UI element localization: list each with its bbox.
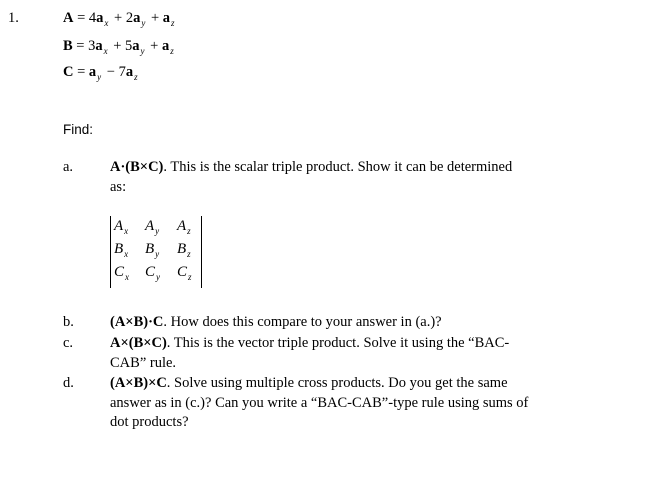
det-cell-3-1: $C_x$	[114, 264, 130, 282]
subscript: x	[104, 18, 109, 28]
vector-c-definition	[63, 62, 140, 83]
unit-vector: a	[132, 38, 140, 54]
part-c-expression: A×(B×C)	[110, 335, 167, 351]
subscript: y	[141, 18, 146, 28]
operator-term: +	[146, 38, 162, 54]
part-b-expression: (A×B)·C	[110, 314, 164, 330]
vector-c-symbol: C	[63, 64, 74, 80]
subscript: z	[170, 46, 174, 56]
det-cell-2-2: $B_y$	[145, 241, 160, 259]
equals-term: = 3	[72, 38, 96, 54]
part-d-label: d.	[63, 375, 74, 391]
part-a-expression: A·(B×C)	[110, 159, 164, 175]
unit-vector: a	[125, 64, 134, 80]
vector-b-symbol: B	[63, 38, 73, 54]
find-label: Find:	[63, 122, 94, 137]
part-d-expression: (A×B)×C	[110, 375, 167, 391]
equals-term: =	[73, 64, 89, 80]
det-cell-3-3: $C_z$	[177, 264, 192, 282]
part-d-line-1	[110, 373, 508, 393]
subscript: y	[97, 72, 102, 82]
unit-vector: a	[133, 10, 141, 26]
subscript: z	[134, 72, 138, 82]
part-d-line-2: answer as in (c.)? Can you write a “BAC-CAB”-type rule using sums of	[110, 395, 529, 411]
operator-term: + 5	[109, 38, 133, 54]
unit-vector: a	[95, 38, 103, 54]
part-c-line-1	[110, 333, 509, 353]
det-cell-1-1: $A_x$	[114, 218, 129, 236]
unit-vector: a	[88, 64, 97, 80]
det-cell-1-3: $A_z$	[177, 218, 191, 236]
operator-term: − 7	[103, 64, 126, 80]
part-a-line-2: as:	[110, 179, 127, 195]
det-cell-3-2: $C_y$	[145, 264, 161, 282]
part-d-text: . Solve using multiple cross products. Do you get the same	[166, 375, 508, 391]
equals-term: = 4	[73, 10, 97, 26]
operator-term: +	[147, 10, 163, 26]
subscript: x	[103, 46, 108, 56]
part-b-label: b.	[63, 314, 74, 330]
unit-vector: a	[162, 10, 171, 26]
operator-term: + 2	[110, 10, 134, 26]
part-b-text: . How does this compare to your answer in (a.)?	[163, 314, 442, 330]
det-cell-2-1: $B_x$	[114, 241, 129, 259]
subscript: y	[140, 46, 145, 56]
problem-number: 1.	[8, 10, 19, 26]
part-a-text: . This is the scalar triple product. Show it can be determined	[163, 159, 513, 175]
part-a-line-1	[110, 157, 512, 177]
vector-a-definition	[63, 8, 177, 29]
part-c-text: . This is the vector triple product. Solve it using the “BAC-	[166, 335, 510, 351]
vector-b-definition	[63, 36, 176, 57]
part-c-label: c.	[63, 335, 74, 351]
det-cell-2-3: $B_z$	[177, 241, 191, 259]
det-cell-1-2: $A_y$	[145, 218, 160, 236]
part-b-line	[110, 312, 442, 332]
vector-a-symbol: A	[63, 10, 74, 26]
part-d-line-3: dot products?	[110, 414, 189, 430]
unit-vector: a	[96, 10, 104, 26]
determinant-matrix	[110, 216, 202, 288]
part-c-line-2: CAB” rule.	[110, 355, 177, 371]
subscript: z	[171, 18, 175, 28]
unit-vector: a	[161, 38, 170, 54]
part-a-label: a.	[63, 159, 74, 175]
